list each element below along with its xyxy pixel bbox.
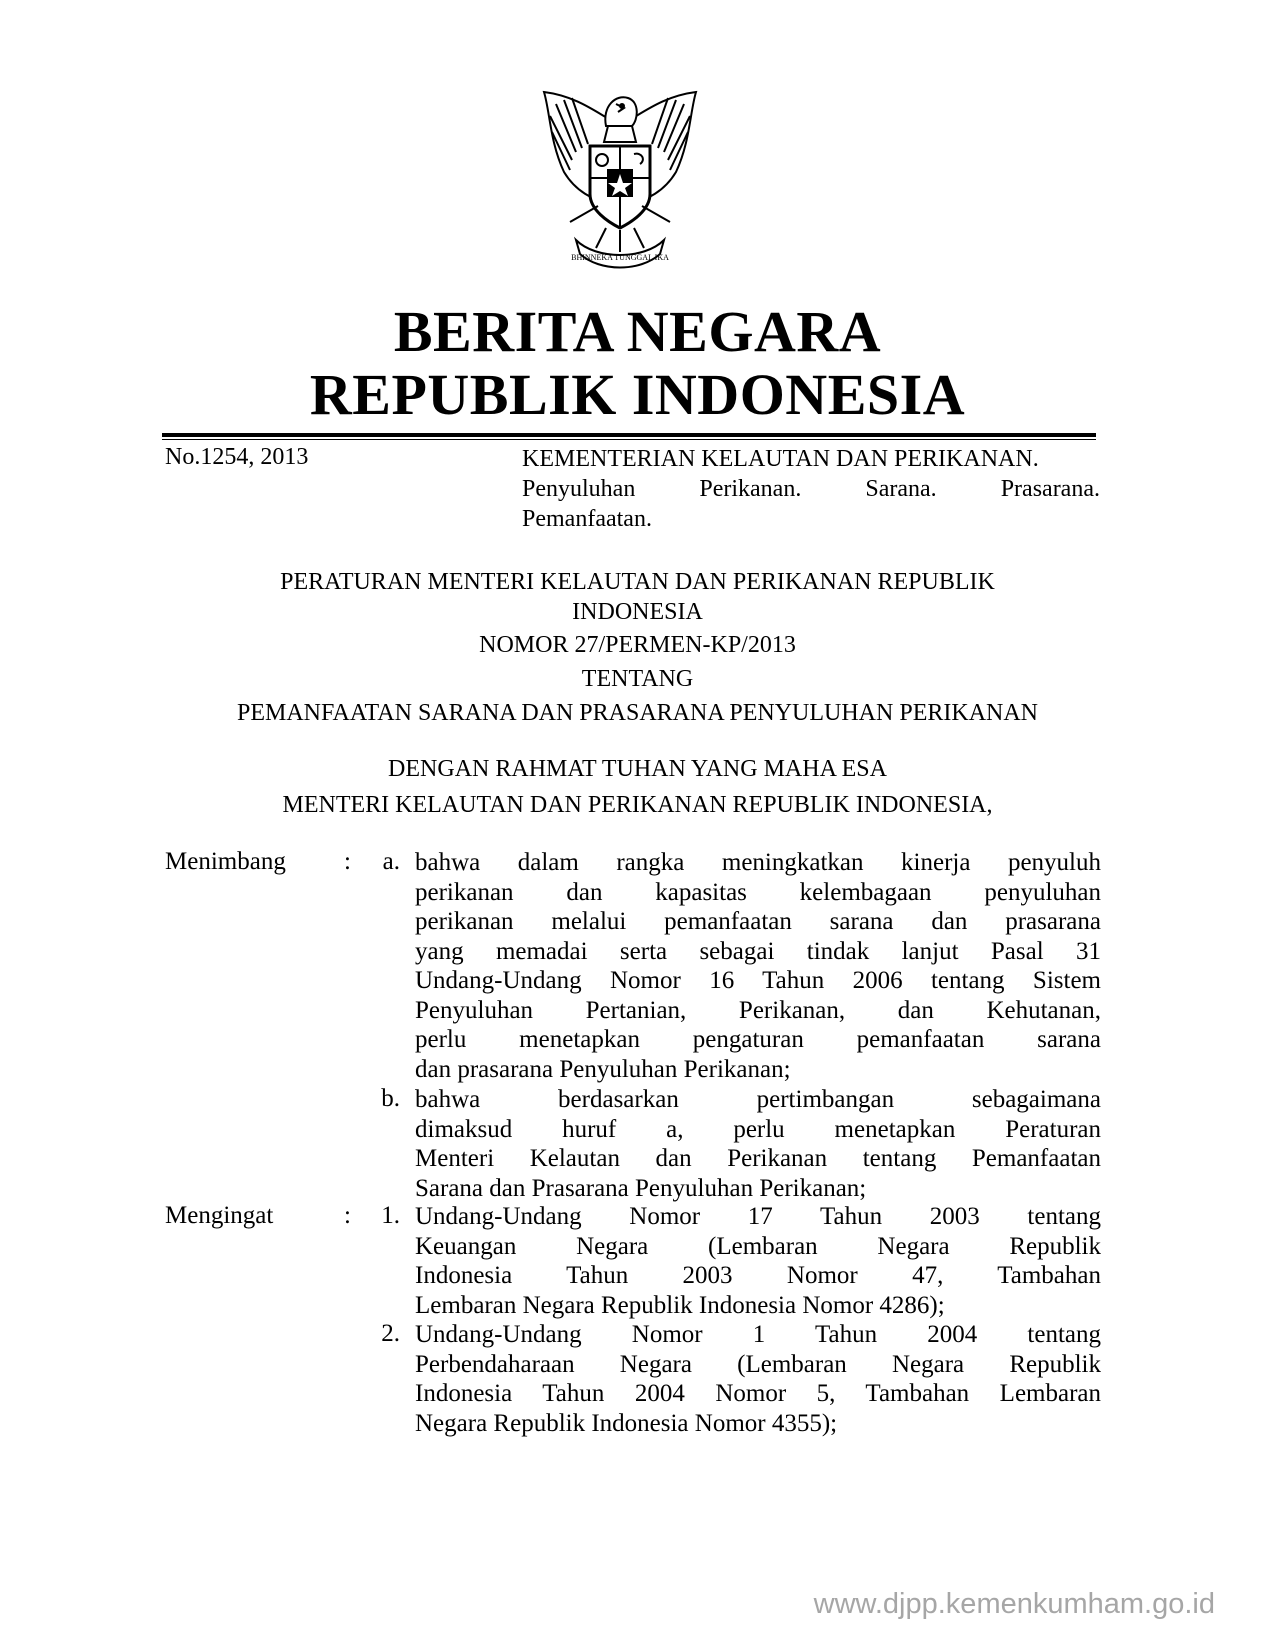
regulation-subject: PEMANFAATAN SARANA DAN PRASARANA PENYULUHAN PERIKANAN [236,700,1039,726]
text-line: Sarana dan Prasarana Penyuluhan Perikanan; [415,1174,867,1202]
masthead-subtitle: REPUBLIK INDONESIA [309,362,966,427]
menimbang-item-b [415,1085,1101,1203]
masthead-title: BERITA NEGARA [393,299,882,364]
mengingat-colon: : [344,1202,351,1229]
item-marker: b. [381,1085,400,1112]
regulation-title [220,567,1055,627]
item-marker: a. [382,848,400,875]
text-line: Undang-Undang Nomor 17 Tahun 2003 tentang [415,1203,1101,1230]
text-line: Indonesia Tahun 2003 Nomor 47, Tambahan [415,1262,1101,1289]
regulation-title-line: PERATURAN MENTERI KELAUTAN DAN PERIKANAN REPUBLIK [280,569,995,595]
text-line: Undang-Undang Nomor 16 Tahun 2006 tentang Sistem [415,967,1101,994]
ministry-line: KEMENTERIAN KELAUTAN DAN PERIKANAN. [522,446,1039,472]
emblem-motto: BHINNEKA TUNGGAL IKA [571,253,669,262]
text-line: Keuangan Negara (Lembaran Negara Republik [415,1232,1101,1260]
mengingat-item-2 [415,1320,1101,1438]
regulation-number: NOMOR 27/PERMEN-KP/2013 [479,632,796,658]
text-line: dan prasarana Penyuluhan Perikanan; [415,1055,791,1083]
menimbang-item-a [415,848,1101,1084]
regulation-about: TENTANG [581,666,694,692]
item-marker: 1. [381,1202,400,1229]
ministry-subject [522,444,1100,534]
mengingat-item-1 [415,1202,1101,1320]
text-line: dimaksud huruf a, perlu menetapkan Peraturan [415,1115,1101,1143]
text-line: perikanan melalui pemanfaatan sarana dan prasarana [415,908,1101,935]
text-line: yang memadai serta sebagai tindak lanjut Pasal 31 [415,937,1101,965]
item-marker: 2. [381,1320,400,1347]
source-watermark: www.djpp.kemenkumham.go.id [813,1588,1215,1620]
ministry-line: Pemanfaatan. [522,506,652,532]
preamble-minister: MENTERI KELAUTAN DAN PERIKANAN REPUBLIK INDONESIA, [282,792,993,818]
mengingat-label: Mengingat [165,1202,274,1229]
text-line: Undang-Undang Nomor 1 Tahun 2004 tentang [415,1321,1101,1348]
regulation-title-line: INDONESIA [572,599,703,625]
text-line: Penyuluhan Pertanian, Perikanan, dan Kehutanan, [415,996,1101,1024]
text-line: perlu menetapkan pengaturan pemanfaatan sarana [415,1026,1101,1053]
preamble-line: DENGAN RAHMAT TUHAN YANG MAHA ESA [388,756,887,782]
menimbang-colon: : [344,848,351,875]
text-line: Negara Republik Indonesia Nomor 4355); [415,1409,838,1437]
text-line: Lembaran Negara Republik Indonesia Nomor 4286); [415,1291,945,1319]
text-line: Menteri Kelautan dan Perikanan tentang Pemanfaatan [415,1145,1101,1172]
text-line: Indonesia Tahun 2004 Nomor 5, Tambahan Lembaran [415,1380,1101,1407]
text-line: perikanan dan kapasitas kelembagaan penyuluhan [415,878,1101,906]
text-line: bahwa berdasarkan pertimbangan sebagaimana [415,1086,1101,1113]
masthead-rule [162,433,1096,440]
text-line: bahwa dalam rangka meningkatkan kinerja penyuluh [415,849,1101,876]
text-line: Perbendaharaan Negara (Lembaran Negara Republik [415,1350,1101,1378]
ministry-line: Penyuluhan Perikanan. Sarana. Prasarana. [522,476,1100,502]
garuda-pancasila-emblem-icon [536,82,704,278]
menimbang-label: Menimbang [165,848,286,875]
gazette-number: No.1254, 2013 [165,444,309,470]
